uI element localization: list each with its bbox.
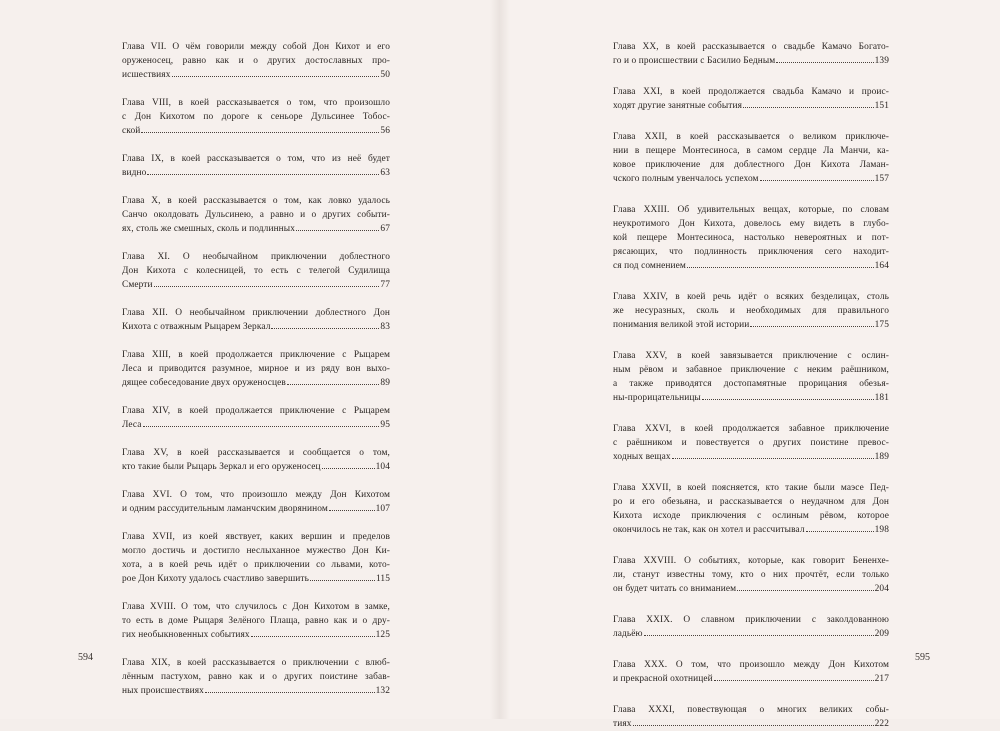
toc-page-number: 217	[874, 674, 889, 684]
toc-entry	[122, 488, 390, 516]
toc-entry-tail: ся под сомнением	[613, 261, 686, 271]
toc-page-number: 67	[380, 224, 390, 234]
toc-page-number: 181	[874, 393, 889, 403]
toc-entry	[613, 40, 889, 68]
toc-entry-tail: го и о происшествии с Басилио Бедным	[613, 56, 776, 66]
dot-leader	[760, 172, 874, 181]
dot-leader	[633, 717, 874, 726]
dot-leader	[271, 320, 379, 329]
toc-entry-tail: Кихота с отважным Рыцарем Зеркал	[122, 322, 271, 332]
toc-page-number: 132	[375, 686, 390, 696]
toc-entry-line: хота, а в коей речь идёт о приключении со львами, кото-	[122, 560, 390, 570]
toc-entry-line: Глава XIX, в коей рассказывается о приключении с влюб-	[122, 658, 390, 668]
dot-leader	[714, 672, 874, 681]
dot-leader	[329, 502, 375, 511]
toc-entry-tail: чского полным увенчалось успехом	[613, 174, 759, 184]
toc-entry-last-line	[613, 172, 889, 186]
dot-leader	[154, 278, 380, 287]
dot-leader	[750, 318, 873, 327]
toc-entry-line: Глава XXVIII. О событиях, которые, как говорит Бененхе-	[613, 556, 889, 566]
toc-entry-tail: он будет читать со вниманием	[613, 584, 737, 594]
left-page	[0, 0, 500, 719]
toc-entry	[122, 152, 390, 180]
toc-entry-tail: гих необыкновенных событиях	[122, 630, 250, 640]
table-of-contents-left	[122, 40, 390, 698]
toc-page-number: 95	[380, 420, 390, 430]
toc-entry-last-line	[613, 391, 889, 405]
toc-entry	[613, 481, 889, 537]
toc-page-number: 104	[375, 462, 390, 472]
toc-entry	[122, 96, 390, 138]
toc-entry-last-line	[122, 628, 390, 642]
dot-leader	[737, 582, 874, 591]
toc-entry-line: с раёшником и повествуется о других поистине превос-	[613, 438, 889, 448]
toc-entry-line: Санчо околдовать Дульсинею, а равно и о других событи-	[122, 210, 390, 220]
dot-leader	[172, 68, 380, 77]
toc-entry-line: же несуразных, сколь и необходимых для правильного	[613, 306, 889, 316]
toc-entry-tail: понимания великой этой истории	[613, 320, 750, 330]
toc-entry-line: Глава XXVI, в коей продолжается забавное приключение	[613, 424, 889, 434]
toc-entry-line: Глава XIII, в коей продолжается приключение с Рыцарем	[122, 350, 390, 360]
toc-entry	[613, 349, 889, 405]
toc-entry-last-line	[613, 99, 889, 113]
dot-leader	[147, 166, 379, 175]
toc-entry-line: Кихота исходе приключения с ослиным рёвом, которое	[613, 511, 889, 521]
toc-entry-line: кой пещере Монтесиноса, настолько невероятных и пот-	[613, 233, 889, 243]
toc-entry-tail: рое Дон Кихоту удалось счастливо завершить	[122, 574, 309, 584]
toc-page-number: 77	[380, 280, 390, 290]
toc-entry-last-line	[122, 460, 390, 474]
toc-page-number: 222	[874, 719, 889, 729]
toc-page-number: 50	[380, 70, 390, 80]
toc-entry-last-line	[122, 166, 390, 180]
toc-entry-line: Глава XXII, в коей рассказывается о великом приключе-	[613, 132, 889, 142]
dot-leader	[310, 572, 375, 581]
toc-entry-line: Глава XXXI, повествующая о многих великих собы-	[613, 705, 889, 715]
toc-entry-tail: ской	[122, 126, 141, 136]
toc-entry-line: ро и его обезьяна, и рассказывается о неудачном для Дон	[613, 497, 889, 507]
toc-page-number: 56	[380, 126, 390, 136]
toc-entry-last-line	[122, 572, 390, 586]
page-number-left: 594	[78, 652, 93, 663]
toc-entry-line: а также приводятся достопамятные прорицания обезья-	[613, 379, 889, 389]
toc-entry-tail: Смерти	[122, 280, 153, 290]
toc-page-number: 115	[375, 574, 390, 584]
toc-entry-tail: Леса	[122, 420, 142, 430]
toc-page-number: 151	[874, 101, 889, 111]
toc-entry-line: Глава XXX. О том, что произошло между Дон Кихотом	[613, 660, 889, 670]
toc-entry	[122, 306, 390, 334]
toc-entry-last-line	[122, 418, 390, 432]
dot-leader	[644, 627, 874, 636]
toc-entry-line: Глава XVII, из коей явствует, каких вершин и пределов	[122, 532, 390, 542]
toc-page-number: 164	[874, 261, 889, 271]
page-number-right: 595	[915, 652, 930, 663]
toc-entry-line: Глава XXI, в коей продолжается свадьба Камачо и проис-	[613, 87, 889, 97]
dot-leader	[296, 222, 379, 231]
toc-entry-line: Леса и приводится разумное, мирное и из ряду вон выхо-	[122, 364, 390, 374]
book-gutter	[490, 0, 510, 719]
toc-entry-line: Глава XXV, в коей завязывается приключение с ослин-	[613, 351, 889, 361]
toc-page-number: 157	[874, 174, 889, 184]
dot-leader	[776, 54, 873, 63]
toc-entry	[613, 703, 889, 731]
toc-entry-tail: и одним рассудительным ламанчским дворянином	[122, 504, 328, 514]
toc-entry-line: могло достичь и достигло неслыханное мужество Дон Ки-	[122, 546, 390, 556]
toc-entry	[122, 530, 390, 586]
toc-entry-line: Глава XXIV, в коей речь идёт о всяких безделицах, столь	[613, 292, 889, 302]
dot-leader	[205, 684, 375, 693]
toc-entry-line: ковое приключение для доблестного Дон Кихота Ламан-	[613, 160, 889, 170]
toc-entry-last-line	[613, 259, 889, 273]
dot-leader	[743, 99, 874, 108]
toc-entry	[613, 290, 889, 332]
toc-entry-line: нии в пещере Монтесиноса, в самом сердце Ла Манчи, ка-	[613, 146, 889, 156]
dot-leader	[702, 391, 874, 400]
toc-entry	[122, 656, 390, 698]
toc-entry-tail: ходных вещах	[613, 452, 671, 462]
toc-entry-last-line	[122, 320, 390, 334]
toc-entry	[122, 404, 390, 432]
toc-entry-line: Глава VIII, в коей рассказывается о том, что произошло	[122, 98, 390, 108]
toc-entry	[613, 422, 889, 464]
toc-entry-last-line	[613, 627, 889, 641]
toc-entry-line: Глава XX, в коей рассказывается о свадьбе Камачо Богато-	[613, 42, 889, 52]
toc-entry	[613, 130, 889, 186]
toc-entry-tail: ходят другие занятные события	[613, 101, 743, 111]
toc-entry-line: Глава VII. О чём говорили между собой Дон Кихот и его	[122, 42, 390, 52]
toc-page-number: 209	[874, 629, 889, 639]
table-of-contents-right	[613, 40, 889, 731]
toc-entry-last-line	[122, 124, 390, 138]
toc-entry-last-line	[122, 502, 390, 516]
toc-page-number: 189	[874, 452, 889, 462]
toc-entry-line: Глава XVI. О том, что произошло между Дон Кихотом	[122, 490, 390, 500]
toc-entry-line: Глава XXIII. Об удивительных вещах, которые, по словам	[613, 205, 889, 215]
toc-entry-last-line	[613, 450, 889, 464]
toc-entry-tail: окончилось не так, как он хотел и рассчитывал	[613, 525, 805, 535]
toc-entry-line: ли, станут известны тому, кто о них прочтёт, если только	[613, 570, 889, 580]
toc-entry-line: рясающих, что подлинность приключения сего находит-	[613, 247, 889, 257]
toc-entry-line: Глава XIV, в коей продолжается приключение с Рыцарем	[122, 406, 390, 416]
toc-entry-last-line	[613, 54, 889, 68]
toc-entry-line: ным рёвом и забавное приключение с неким раёшником,	[613, 365, 889, 375]
toc-entry	[613, 554, 889, 596]
dot-leader	[687, 259, 874, 268]
toc-page-number: 125	[375, 630, 390, 640]
toc-entry	[122, 446, 390, 474]
toc-entry	[122, 250, 390, 292]
toc-entry-last-line	[122, 222, 390, 236]
toc-page-number: 175	[874, 320, 889, 330]
toc-entry-line: Глава XII. О необычайном приключении доблестного Дон	[122, 308, 390, 318]
toc-entry-tail: исшествиях	[122, 70, 171, 80]
toc-entry-last-line	[122, 376, 390, 390]
toc-entry-line: Глава XVIII. О том, что случилось с Дон Кихотом в замке,	[122, 602, 390, 612]
toc-entry-last-line	[613, 717, 889, 731]
toc-page-number: 198	[874, 525, 889, 535]
toc-entry-line: то есть в доме Рыцаря Зелёного Плаща, равно как и о дру-	[122, 616, 390, 626]
toc-entry-tail: кто такие были Рыцарь Зеркал и его оруженосец	[122, 462, 321, 472]
toc-page-number: 63	[380, 168, 390, 178]
toc-entry-line: Глава X, в коей рассказывается о том, как ловко удалось	[122, 196, 390, 206]
dot-leader	[806, 523, 874, 532]
toc-entry-line: с Дон Кихотом по дороге к сеньоре Дульсинее Тобос-	[122, 112, 390, 122]
toc-entry-line: Глава XV, в коей рассказывается и сообщается о том,	[122, 448, 390, 458]
toc-page-number: 83	[380, 322, 390, 332]
dot-leader	[143, 418, 380, 427]
toc-entry-line: Глава IX, в коей рассказывается о том, что из неё будет	[122, 154, 390, 164]
toc-entry-line: оруженосец, равно как и о других достославных про-	[122, 56, 390, 66]
toc-entry-last-line	[613, 523, 889, 537]
toc-entry-tail: видно	[122, 168, 147, 178]
toc-entry-line: Дон Кихота с колесницей, то есть с телегой Судилища	[122, 266, 390, 276]
dot-leader	[141, 124, 379, 133]
toc-entry-line: неукротимого Дон Кихота, довелось ему видеть в глубо-	[613, 219, 889, 229]
toc-entry-tail: ных происшествиях	[122, 686, 204, 696]
dot-leader	[672, 450, 874, 459]
toc-entry-tail: и прекрасной охотницей	[613, 674, 713, 684]
toc-page-number: 139	[874, 56, 889, 66]
toc-entry-last-line	[613, 582, 889, 596]
toc-entry	[122, 194, 390, 236]
dot-leader	[251, 628, 375, 637]
toc-entry	[122, 600, 390, 642]
toc-entry-last-line	[613, 672, 889, 686]
toc-entry-tail: ны-прорицательницы	[613, 393, 701, 403]
toc-entry-last-line	[122, 278, 390, 292]
toc-entry-line: Глава XI. О необычайном приключении доблестного	[122, 252, 390, 262]
toc-entry-line: Глава XXIX. О славном приключении с заколдованною	[613, 615, 889, 625]
toc-page-number: 204	[874, 584, 889, 594]
toc-entry	[613, 613, 889, 641]
toc-entry-tail: тиях	[613, 719, 632, 729]
toc-entry-last-line	[613, 318, 889, 332]
toc-entry	[122, 348, 390, 390]
dot-leader	[322, 460, 375, 469]
dot-leader	[287, 376, 380, 385]
toc-entry-last-line	[122, 684, 390, 698]
toc-entry	[613, 85, 889, 113]
toc-entry	[613, 203, 889, 273]
toc-page-number: 89	[380, 378, 390, 388]
toc-entry-line: Глава XXVII, в коей поясняется, кто такие были маэсе Пед-	[613, 483, 889, 493]
toc-entry	[613, 658, 889, 686]
toc-entry	[122, 40, 390, 82]
toc-page-number: 107	[375, 504, 390, 514]
toc-entry-tail: ладьёю	[613, 629, 643, 639]
toc-entry-last-line	[122, 68, 390, 82]
toc-entry-tail: ях, столь же смешных, сколь и подлинных	[122, 224, 295, 234]
right-page	[500, 0, 1000, 729]
toc-entry-tail: дящее собеседование двух оруженосцев	[122, 378, 286, 388]
toc-entry-line: лённым пастухом, равно как и о других поистине забав-	[122, 672, 390, 682]
